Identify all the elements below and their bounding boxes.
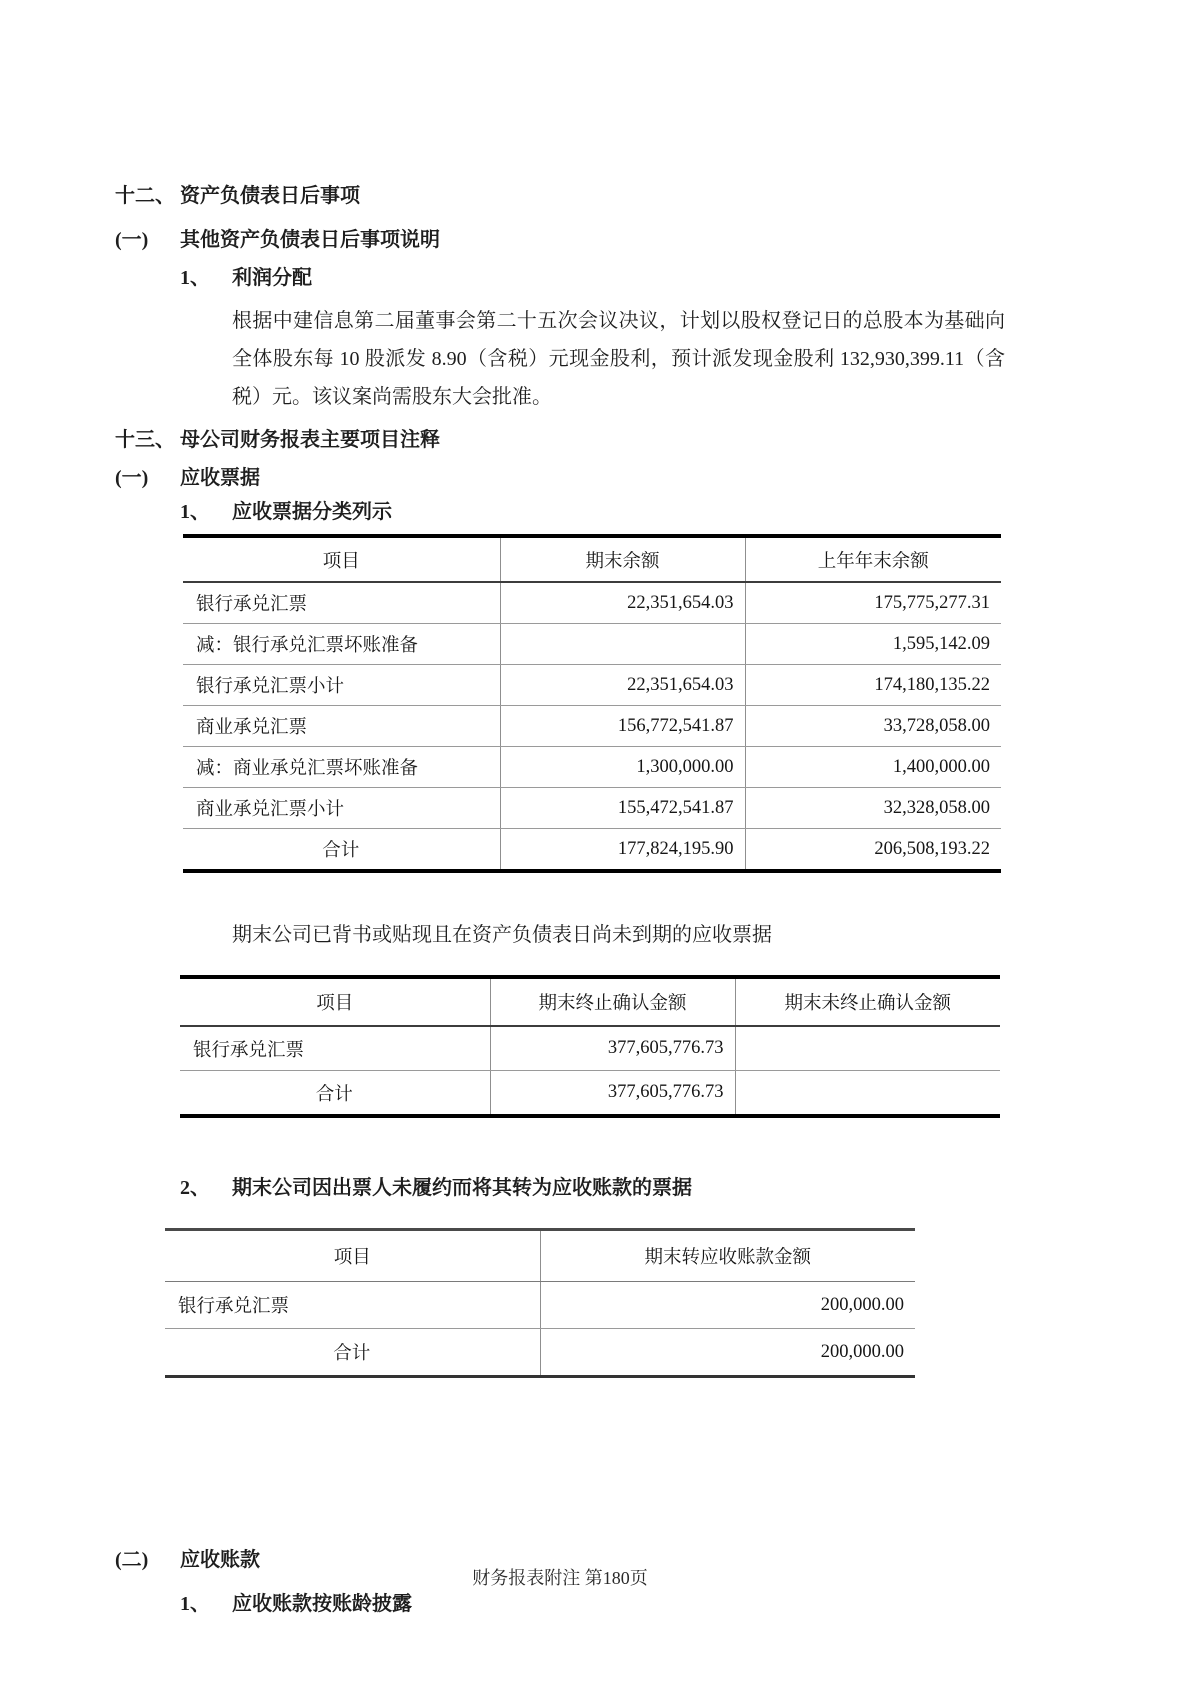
row-label: 银行承兑汇票小计 <box>183 665 500 706</box>
total-row-label: 合计 <box>333 1344 371 1364</box>
section-heading-12 <box>115 182 1005 210</box>
table-row <box>180 1026 1000 1071</box>
paragraph-profit-distribution: 根据中建信息第二届董事会第二十五次会议决议，计划以股权登记日的总股本为基础向全体股东每 10 股派发 8.90（含税）元现金股利，预计派发现金股利 132,930,399.11（含税）元。该议案尚需股东大会批准。 <box>232 310 1005 408</box>
table-total-row <box>183 829 1001 872</box>
row-label: 减：银行承兑汇票坏账准备 <box>183 624 500 665</box>
heading-transferred-notes <box>180 1174 1005 1202</box>
table-row <box>183 665 1001 706</box>
derecognized-amount-total: 377,605,776.73 <box>490 1071 735 1117</box>
aging-disclosure-number: 1、 <box>180 1593 210 1615</box>
prior-year-balance-value: 33,728,058.00 <box>745 706 1001 747</box>
column-header-transferred-amount: 期末转应收账款金额 <box>540 1230 915 1282</box>
column-header-item: 项目 <box>165 1230 540 1282</box>
section-heading-12-1 <box>115 226 1005 254</box>
prior-year-balance-value: 174,180,135.22 <box>745 665 1001 706</box>
closing-balance-value: 1,300,000.00 <box>500 747 745 788</box>
row-label: 商业承兑汇票小计 <box>183 788 500 829</box>
section-13-1-number: (一) <box>115 467 149 489</box>
total-row-label: 合计 <box>315 1084 353 1105</box>
heading-notes-classification <box>180 498 1005 526</box>
table-row <box>183 624 1001 665</box>
page-footer: 财务报表附注 第180页 <box>472 1568 648 1588</box>
section-12-title: 资产负债表日后事项 <box>180 185 360 207</box>
endorsed-notes-table <box>180 975 1000 1118</box>
section-12-1-title: 其他资产负债表日后事项说明 <box>180 229 440 251</box>
table-row <box>183 788 1001 829</box>
table-header-row <box>183 536 1001 582</box>
table-row <box>183 706 1001 747</box>
closing-balance-value: 156,772,541.87 <box>500 706 745 747</box>
column-header-not-derecognized-amount: 期末未终止确认金额 <box>735 977 1000 1026</box>
table-total-row <box>165 1329 915 1377</box>
table-row <box>183 582 1001 624</box>
section-heading-13-1 <box>115 464 1005 492</box>
closing-balance-value: 155,472,541.87 <box>500 788 745 829</box>
derecognized-amount-value: 377,605,776.73 <box>490 1026 735 1071</box>
section-13-number: 十三、 <box>115 429 175 451</box>
not-derecognized-amount-total <box>735 1071 1000 1117</box>
profit-distribution-title: 利润分配 <box>232 267 312 289</box>
column-header-prior-year-balance: 上年年末余额 <box>745 536 1001 582</box>
heading-profit-distribution <box>180 264 1005 292</box>
section-12-number: 十二、 <box>115 185 175 207</box>
table-header-row <box>180 977 1000 1026</box>
table-row <box>183 747 1001 788</box>
not-derecognized-amount-value <box>735 1026 1000 1071</box>
section-13-1-title: 应收票据 <box>180 467 260 489</box>
row-label: 减：商业承兑汇票坏账准备 <box>183 747 500 788</box>
accounts-receivable-title: 应收账款 <box>180 1549 260 1571</box>
prior-year-balance-value: 1,595,142.09 <box>745 624 1001 665</box>
closing-balance-value: 22,351,654.03 <box>500 665 745 706</box>
notes-classification-number: 1、 <box>180 501 210 523</box>
transferred-notes-title: 期末公司因出票人未履约而将其转为应收账款的票据 <box>232 1177 692 1199</box>
profit-distribution-number: 1、 <box>180 267 210 289</box>
table-total-row <box>180 1071 1000 1117</box>
notes-classification-title: 应收票据分类列示 <box>232 501 392 523</box>
prior-year-balance-value: 175,775,277.31 <box>745 582 1001 624</box>
row-label: 银行承兑汇票 <box>180 1026 490 1071</box>
prior-year-balance-value: 32,328,058.00 <box>745 788 1001 829</box>
prior-year-balance-total: 206,508,193.22 <box>745 829 1001 872</box>
transferred-amount-value: 200,000.00 <box>540 1282 915 1329</box>
section-13-title: 母公司财务报表主要项目注释 <box>180 429 440 451</box>
notes-receivable-classification-table <box>183 534 1001 873</box>
transferred-notes-number: 2、 <box>180 1177 210 1199</box>
aging-disclosure-title: 应收账款按账龄披露 <box>232 1593 412 1615</box>
row-label: 商业承兑汇票 <box>183 706 500 747</box>
total-row-label: 合计 <box>322 841 360 861</box>
column-header-closing-balance: 期末余额 <box>500 536 745 582</box>
closing-balance-total: 177,824,195.90 <box>500 829 745 872</box>
column-header-item: 项目 <box>183 536 500 582</box>
heading-aging-disclosure <box>180 1590 1005 1618</box>
transferred-notes-table <box>165 1228 915 1378</box>
column-header-item: 项目 <box>180 977 490 1026</box>
column-header-derecognized-amount: 期末终止确认金额 <box>490 977 735 1026</box>
prior-year-balance-value: 1,400,000.00 <box>745 747 1001 788</box>
row-label: 银行承兑汇票 <box>183 582 500 624</box>
table-row <box>165 1282 915 1329</box>
closing-balance-value: 22,351,654.03 <box>500 582 745 624</box>
section-12-1-number: (一) <box>115 229 149 251</box>
closing-balance-value <box>500 624 745 665</box>
paragraph-endorsed-notes: 期末公司已背书或贴现且在资产负债表日尚未到期的应收票据 <box>232 924 772 946</box>
table-header-row <box>165 1230 915 1282</box>
transferred-amount-total: 200,000.00 <box>540 1329 915 1377</box>
section-heading-13 <box>115 426 1005 454</box>
row-label: 银行承兑汇票 <box>165 1282 540 1329</box>
accounts-receivable-number: (二) <box>115 1549 149 1571</box>
page-content <box>115 176 1005 1618</box>
